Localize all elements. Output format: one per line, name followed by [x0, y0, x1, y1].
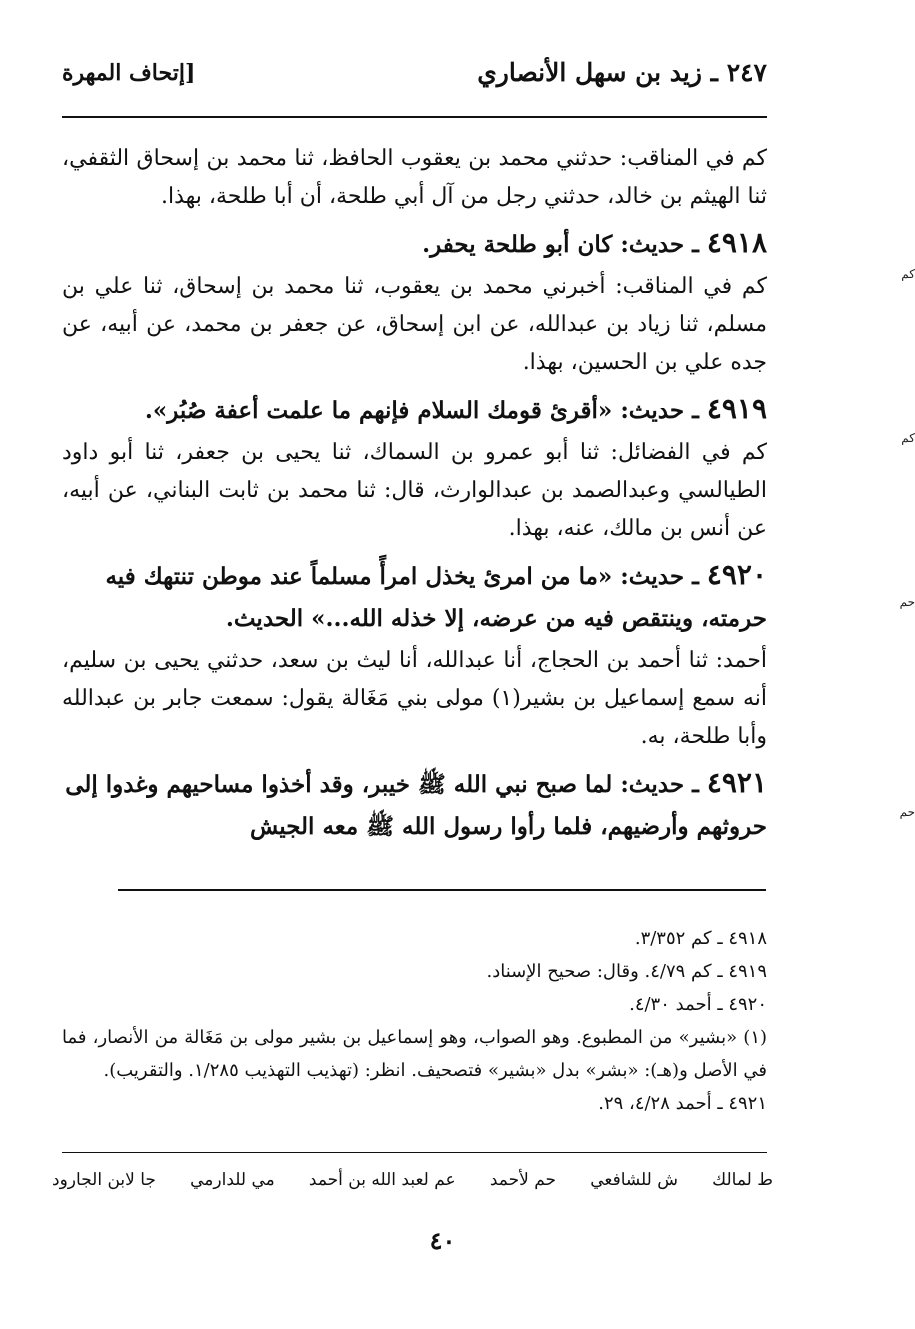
hadith-4920-heading	[62, 554, 767, 640]
abbreviation-item: ش للشافعي	[590, 1170, 679, 1190]
hadith-4918-heading	[62, 222, 767, 266]
hadith-4919-marker: كم	[901, 431, 915, 445]
hadith-4918-marker: كم	[901, 267, 915, 281]
book-title: [إتحاف المهرة	[62, 60, 196, 86]
hadith-number: ٤٩٢١	[706, 766, 767, 799]
footnote-ref: ٤٩١٩ ـ كم ٤/٧٩. وقال: صحيح الإسناد.	[486, 961, 767, 982]
hadith-text: ـ حديث: «ما من امرئ يخذل امرأً مسلماً عند موطن تنتهك فيه حرمته، وينتقص فيه من عرضه، إلا خذله الله...» الحديث.	[105, 563, 767, 632]
abbreviation-item: جا لابن الجارود	[52, 1170, 156, 1190]
abbreviation-item: مي للدارمي	[190, 1170, 275, 1190]
hadith-4919-source: كم في الفضائل: ثنا أبو عمرو بن السماك، ثنا يحيى بن جعفر، ثنا أبو داود الطيالسي وعبدالصمد بن عبدالوارث، قال: ثنا محمد بن ثابت البناني، عن أبيه، عن أنس بن مالك، عنه، بهذا.	[62, 440, 767, 541]
hadith-4919-heading	[62, 388, 767, 432]
running-header	[62, 58, 767, 98]
chapter-title: ٢٤٧ ـ زيد بن سهل الأنصاري	[477, 58, 767, 87]
hadith-4920-source: أحمد: ثنا أحمد بن الحجاج، أنا عبدالله، أنا ليث بن سعد، حدثني يحيى بن سليم، أنه سمع إسماعيل بن بشير(١) مولى بني مَغَالة يقول: سمعت جابر بن عبدالله وأبا طلحة، به.	[62, 648, 767, 749]
abbreviation-item: عم لعبد الله بن أحمد	[308, 1170, 456, 1190]
hadith-number: ٤٩٢٠	[706, 558, 767, 591]
footnote-ref: ٤٩٢٠ ـ أحمد ٤/٣٠.	[629, 994, 767, 1015]
abbreviation-item: حم لأحمد	[489, 1170, 557, 1190]
footnote-divider	[118, 889, 766, 891]
hadith-4921-heading	[62, 762, 767, 848]
abbreviations-legend	[52, 1170, 773, 1190]
hadith-number: ٤٩١٨	[706, 226, 767, 259]
hadith-4921-marker: حم	[899, 805, 915, 819]
main-text	[62, 140, 767, 850]
header-divider	[62, 116, 767, 118]
intro-paragraph: كم في المناقب: حدثني محمد بن يعقوب الحافظ، ثنا محمد بن إسحاق الثقفي، ثنا الهيثم بن خالد، حدثني رجل من آل أبي طلحة، أن أبا طلحة، بهذا.	[62, 146, 767, 209]
hadith-number: ٤٩١٩	[706, 392, 767, 425]
footnote-ref: ٤٩١٨ ـ كم ٣/٣٥٢.	[634, 928, 767, 949]
footnote-ref: ٤٩٢١ ـ أحمد ٤/٢٨، ٢٩.	[598, 1093, 767, 1114]
page-number: ٤٠	[429, 1226, 456, 1255]
hadith-4918-source: كم في المناقب: أخبرني محمد بن يعقوب، ثنا محمد بن إسحاق، ثنا علي بن مسلم، ثنا زياد بن عبدالله، عن ابن إسحاق، عن جعفر بن محمد، عن أبيه، عن جده علي بن الحسين، بهذا.	[62, 274, 767, 375]
footnote-note: (١) «بشير» من المطبوع. وهو الصواب، وهو إسماعيل بن بشير مولى بن مَغَالة من الأنصار، فما في الأصل و(هـ): «بشر» بدل «بشير» فتصحيف. انظر: (تهذيب التهذيب ١/٢٨٥. والتقريب).	[62, 1027, 768, 1081]
hadith-text: ـ حديث: لما صبح نبي الله ﷺ خيبر، وقد أخذوا مساحيهم وغدوا إلى حروثهم وأرضيهم، فلما رأوا رسول الله ﷺ معه الجيش	[65, 771, 767, 840]
abbreviation-item: ط لمالك	[712, 1170, 773, 1190]
footnotes	[62, 922, 767, 1120]
hadith-4920-marker: حم	[899, 595, 915, 609]
hadith-text: ـ حديث: كان أبو طلحة يحفر.	[422, 231, 707, 258]
abbreviations-divider	[62, 1152, 767, 1153]
hadith-text: ـ حديث: «أقرئ قومك السلام فإنهم ما علمت أعفة صُبُر».	[144, 397, 707, 424]
